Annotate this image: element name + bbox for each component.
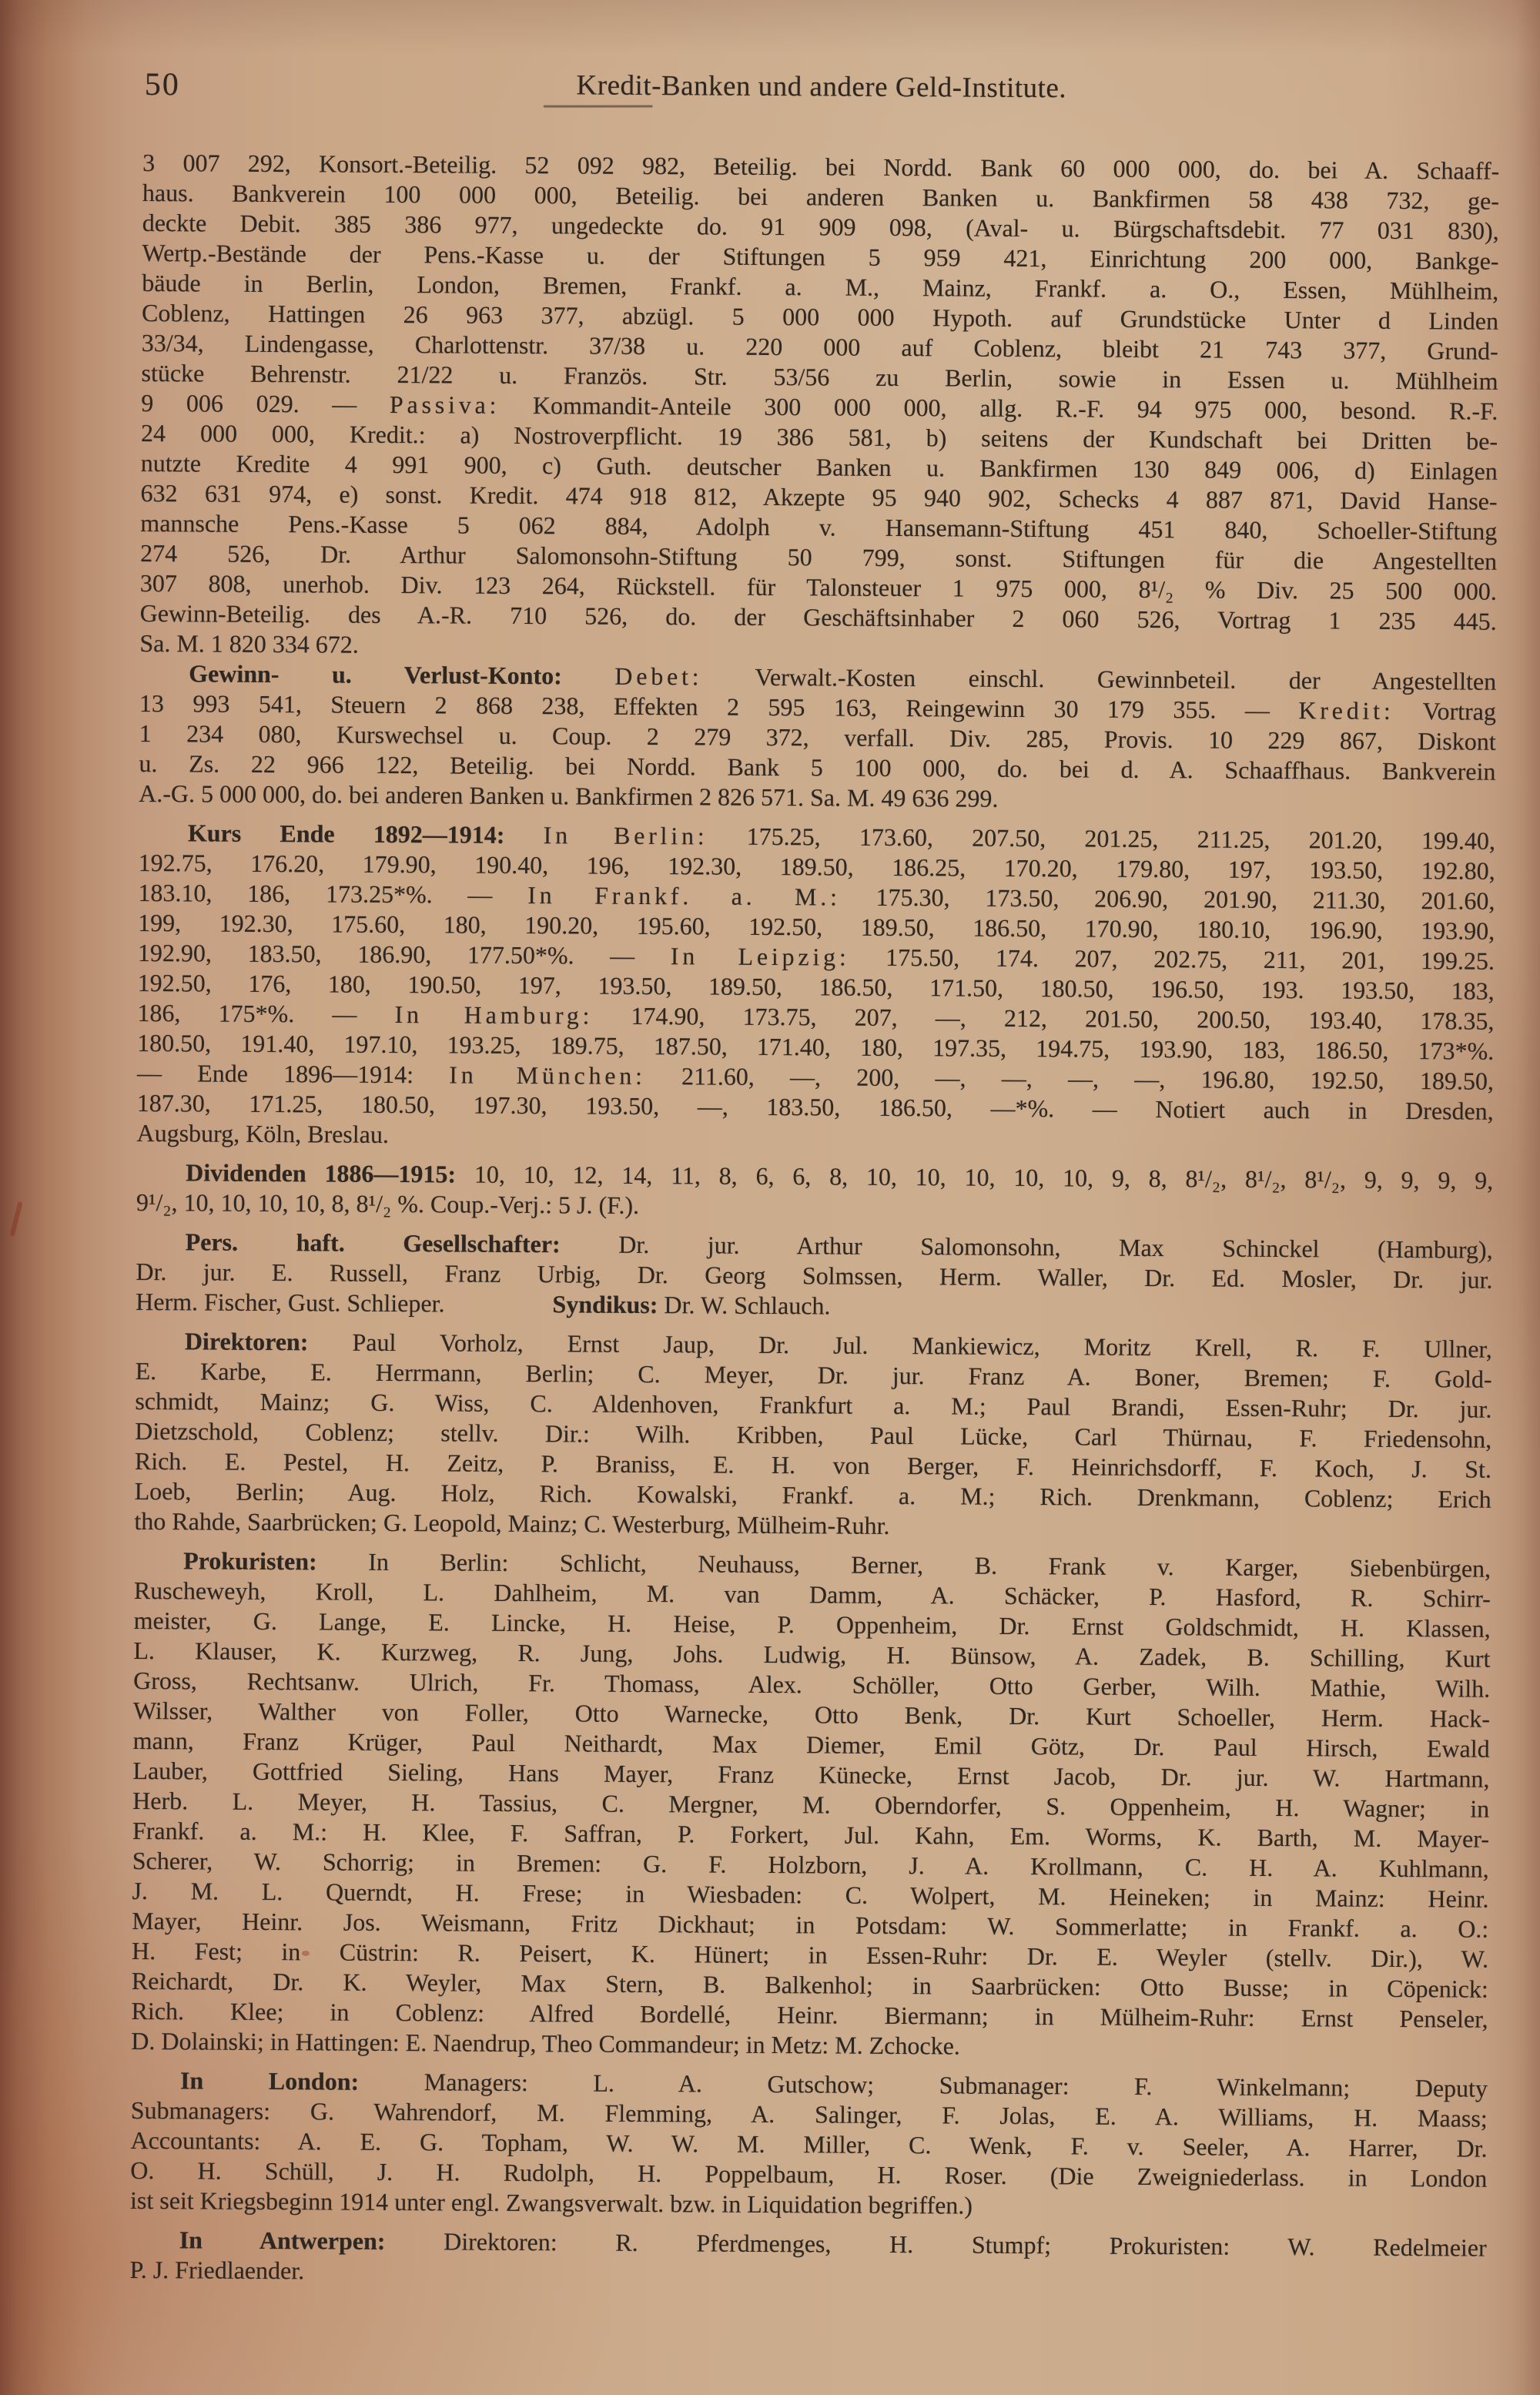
- spaced-run: Passiva:: [389, 390, 500, 419]
- text-run: Submanagers: G. Wahrendorf, M. Flemming, A. Salinger, F. Jolas, E. A. Williams, H. Maass;: [130, 2095, 1488, 2132]
- paragraph-bilanz-fortsetzung: [139, 148, 1499, 667]
- spaced-run: In Hamburg:: [394, 1000, 594, 1030]
- text-run: 632 631 974, e) sonst. Kredit. 474 918 812, Akzepte 95 940 902, Schecks 4 887 871, David Hanse-: [140, 478, 1498, 515]
- text-run: E. Karbe, E. Herrmann, Berlin; C. Meyer, Dr. jur. Franz A. Boner, Bremen; F. Gold-: [135, 1356, 1492, 1393]
- text-run: bäude in Berlin, London, Bremen, Frankf. a. M., Mainz, Frankf. a. O., Essen, Mühlheim,: [142, 268, 1499, 305]
- text-run: Gross, Rechtsanw. Ulrich, Fr. Thomass, Alex. Schöller, Otto Gerber, Wilh. Mathie, Wilh.: [133, 1666, 1491, 1703]
- text-run: Loeb, Berlin; Aug. Holz, Rich. Kowalski, Frankf. a. M.; Rich. Drenkmann, Coblenz; Erich: [134, 1476, 1491, 1513]
- text-run: A.-G. 5 000 000, do. bei anderen Banken u. Bankfirmen 2 826 571. Sa. M. 49 636 299.: [139, 779, 999, 812]
- text-run: Accountants: A. E. G. Topham, W. W. M. Miller, C. Wenk, F. v. Seeler, A. Harrer, Dr.: [130, 2125, 1488, 2162]
- text-run: Scherer, W. Schorrig; in Bremen: G. F. Holzborn, J. A. Krollmann, C. H. A. Kuhlmann,: [132, 1846, 1489, 1883]
- column-gap: [444, 1311, 552, 1312]
- text-run: 192.90, 183.50, 186.90, 177.50*%. —: [137, 938, 671, 970]
- heading-run: Dividenden 1886—1915:: [186, 1158, 475, 1188]
- text-run: 274 526, Dr. Arthur Salomonsohn-Stiftung 50 799, sonst. Stiftungen für die Angestellten: [140, 538, 1498, 575]
- text-run: haus. Bankverein 100 000 000, Beteilig. bei anderen Banken u. Bankfirmen 58 438 732, ge-: [142, 178, 1500, 215]
- heading-run: Gewinn- u. Verlust-Konto:: [189, 659, 615, 690]
- text-run: 175.25, 173.60, 207.50, 201.25, 211.25, 201.20, 199.40,: [708, 822, 1496, 855]
- text-run: 199, 192.30, 175.60, 180, 190.20, 195.60, 192.50, 189.50, 186.50, 170.90, 180.10, 196.90, 193.90,: [138, 908, 1495, 945]
- text-run: Wertp.-Bestände der Pens.-Kasse u. der Stiftungen 5 959 421, Einrichtung 200 000, Bankge-: [142, 238, 1499, 275]
- text-run: 187.30, 171.25, 180.50, 197.30, 193.50, —, 183.50, 186.50, —*%. — Notiert auch in Dresden,: [136, 1088, 1494, 1125]
- text-run: Dr. jur. Arthur Salomonsohn, Max Schinckel (Hamburg),: [618, 1230, 1493, 1264]
- text-run: Herm. Fischer, Gust. Schlieper.: [136, 1287, 445, 1318]
- paragraph-antwerpen: [129, 2225, 1486, 2293]
- spaced-run: In München:: [449, 1060, 646, 1090]
- text-run: mannsche Pens.-Kasse 5 062 884, Adolph v. Hansemann-Stiftung 451 840, Schoeller-Stiftung: [140, 508, 1498, 545]
- text-run: 183.10, 186, 173.25*%. —: [138, 878, 528, 909]
- text-run: P. J. Friedlaender.: [129, 2255, 305, 2285]
- text-run: Ruscheweyh, Kroll, L. Dahlheim, M. van Damm, A. Schäcker, P. Hasford, R. Schirr-: [133, 1576, 1491, 1613]
- paragraph-dividenden: [136, 1157, 1493, 1226]
- text-run: J. M. L. Querndt, H. Frese; in Wiesbaden: C. Wolpert, M. Heineken; in Mainz: Heinr.: [132, 1876, 1489, 1913]
- text-run: O. H. Schüll, J. H. Rudolph, H. Poppelbaum, H. Roser. (Die Zweigniederlass. in London: [130, 2156, 1488, 2192]
- text-run: 33/34, Lindengasse, Charlottenstr. 37/38 u. 220 000 auf Coblenz, bleibt 21 743 377, Grund-: [141, 328, 1498, 365]
- text-run: Rich. E. Pestel, H. Zeitz, P. Braniss, E. H. von Berger, F. Heinrichsdorff, F. Koch, J. St.: [134, 1446, 1492, 1483]
- text-run: 211.60, —, 200, —, —, —, —, 196.80, 192.50, 189.50,: [645, 1062, 1495, 1095]
- spaced-run: Kredit:: [1298, 696, 1394, 725]
- text-run: 174.90, 173.75, 207, —, 212, 201.50, 200.50, 193.40, 178.35,: [593, 1001, 1495, 1035]
- text-run: Kommandit-Anteile 300 000 000, allg. R.-F. 94 975 000, besond. R.-F.: [500, 390, 1498, 425]
- text-run: ist seit Kriegsbeginn 1914 unter engl. Zwangsverwalt. bzw. in Liquidation begriffen.): [129, 2186, 973, 2219]
- text-run: 175.50, 174. 207, 202.75, 211, 201, 199.25.: [849, 943, 1495, 975]
- text-run: Coblenz, Hattingen 26 963 377, abzügl. 5 000 000 Hypoth. auf Grundstücke Unter d Linden: [141, 298, 1499, 335]
- text-run: 13 993 541, Steuern 2 868 238, Effekten 2 595 163, Reingewinn 30 179 355. —: [139, 688, 1299, 725]
- text-run: Reichardt, Dr. K. Weyler, Max Stern, B. Balkenhol; in Saarbrücken: Otto Busse; in Cöpenick:: [131, 1966, 1488, 2003]
- text-run: 9 006 029. —: [141, 388, 390, 418]
- paragraph-direktoren: [134, 1326, 1492, 1545]
- paragraph-gewinn-verlust-konto: [139, 658, 1496, 817]
- spaced-run: In Leipzig:: [670, 942, 850, 971]
- heading-run: Syndikus:: [552, 1290, 665, 1319]
- text-run: 180.50, 191.40, 197.10, 193.25, 189.75, 187.50, 171.40, 180, 197.35, 194.75, 193.90, 183, 186.50, 173*%.: [137, 1028, 1495, 1065]
- text-run: 307 808, unerhob. Div. 123 264, Rückstell. für Talonsteuer 1 975 000, 8¹/₂ % Div. 25 500 000.: [139, 568, 1497, 605]
- text-run: Mayer, Heinr. Jos. Weismann, Fritz Dickhaut; in Potsdam: W. Sommerlatte; in Frankf. a. O.:: [132, 1906, 1489, 1943]
- text-run: L. Klauser, K. Kurzweg, R. Jung, Johs. Ludwig, H. Bünsow, A. Zadek, B. Schilling, Kurt: [133, 1636, 1491, 1673]
- heading-run: In London:: [179, 2066, 424, 2096]
- text-run: stücke Behrenstr. 21/22 u. Französ. Str. 53/56 zu Berlin, sowie in Essen u. Mühlheim: [141, 358, 1498, 395]
- paragraph-london: [130, 2065, 1488, 2224]
- text-run: 3 007 292, Konsort.-Beteilig. 52 092 982, Beteilig. bei Nordd. Bank 60 000 000, do. bei A. Schaaff-: [142, 148, 1500, 185]
- paragraph-gesellschafter: [136, 1227, 1493, 1325]
- text-run: 1 234 080, Kurswechsel u. Coup. 2 279 372, verfall. Div. 285, Provis. 10 229 867, Diskont: [139, 718, 1496, 755]
- text-run: Dr. W. Schlauch.: [664, 1291, 831, 1320]
- text-run: Herb. L. Meyer, H. Tassius, C. Mergner, M. Oberndorfer, S. Oppenheim, H. Wagner; in: [132, 1786, 1490, 1823]
- text-run: Wilsser, Walther von Foller, Otto Warnecke, Otto Benk, Dr. Kurt Schoeller, Herm. Hack-: [132, 1696, 1491, 1733]
- text-run: Frankf. a. M.: H. Klee, F. Saffran, P. Forkert, Jul. Kahn, Em. Worms, K. Barth, M. Mayer-: [132, 1816, 1490, 1853]
- text-run: 9¹/₂, 10, 10, 10, 10, 8, 8¹/₂ %. Coup.-Verj.: 5 J. (F.).: [136, 1187, 640, 1219]
- spaced-run: Debet:: [614, 662, 703, 691]
- text-run: Managers: L. A. Gutschow; Submanager: F. Winkelmann; Deputy: [424, 2068, 1488, 2102]
- page-content: [129, 66, 1500, 2293]
- spaced-run: In Frankf. a. M.:: [527, 881, 841, 911]
- text-run: nutzte Kredite 4 991 900, c) Guth. deutscher Banken u. Bankfirmen 130 849 006, d) Einlagen: [140, 448, 1498, 485]
- text-run: Dr. jur. E. Russell, Franz Urbig, Dr. Georg Solmssen, Herm. Waller, Dr. Ed. Mosler, Dr. jur.: [136, 1257, 1493, 1294]
- text-run: Rich. Klee; in Coblenz: Alfred Bordellé, Heinr. Biermann; in Mülheim-Ruhr: Ernst Penseler,: [131, 1996, 1488, 2033]
- heading-run: In Antwerpen:: [179, 2226, 444, 2256]
- spaced-run: In Berlin:: [543, 821, 708, 850]
- text-run: In Berlin: Schlicht, Neuhauss, Berner, B. Frank v. Karger, Siebenbürgen,: [368, 1547, 1491, 1583]
- text-run: 24 000 000, Kredit.: a) Nostroverpflicht. 19 386 581, b) seitens der Kundschaft bei Dritten be-: [140, 418, 1498, 455]
- text-run: 10, 10, 12, 14, 11, 8, 6, 6, 8, 10, 10, 10, 10, 10, 9, 8, 8¹/₂, 8¹/₂, 8¹/₂, 9, 9, 9, 9,: [474, 1160, 1494, 1194]
- text-run: 192.75, 176.20, 179.90, 190.40, 196, 192.30, 189.50, 186.25, 170.20, 179.80, 197, 193.50, 192.80,: [138, 848, 1495, 885]
- text-run: Direktoren: R. Pferdmenges, H. Stumpf; Prokuristen: W. Redelmeier: [444, 2227, 1487, 2262]
- scan-stain: [10, 1201, 23, 1237]
- text-run: mann, Franz Krüger, Paul Neithardt, Max Diemer, Emil Götz, Dr. Paul Hirsch, Ewald: [132, 1726, 1490, 1763]
- heading-run: Prokuristen:: [183, 1546, 369, 1576]
- text-run: Lauber, Gottfried Sieling, Hans Mayer, Franz Künecke, Ernst Jacob, Dr. jur. W. Hartmann,: [132, 1756, 1490, 1793]
- text-run: 175.30, 173.50, 206.90, 201.90, 211.30, 201.60,: [840, 883, 1495, 915]
- text-run: meister, G. Lange, E. Lincke, H. Heise, P. Oppenheim, Dr. Ernst Goldschmidt, H. Klassen,: [133, 1606, 1491, 1643]
- paragraph-prokuristen: [131, 1546, 1491, 2065]
- text-run: Paul Vorholz, Ernst Jaup, Dr. Jul. Mankiewicz, Moritz Krell, R. F. Ullner,: [352, 1328, 1492, 1363]
- text-run: Sa. M. 1 820 334 672.: [139, 628, 359, 658]
- page-number: 50: [144, 67, 180, 103]
- paragraph-kurs: [136, 818, 1495, 1157]
- text-run: — Ende 1896—1914:: [136, 1058, 450, 1089]
- text-run: Dietzschold, Coblenz; stellv. Dir.: Wilh. Kribben, Paul Lücke, Carl Thürnau, F. Friedensohn,: [135, 1416, 1492, 1453]
- text-run: Vortrag: [1394, 696, 1497, 725]
- heading-run: Pers. haft. Gesellschafter:: [185, 1228, 619, 1258]
- text-run: 186, 175*%. —: [137, 998, 395, 1029]
- text-run: 192.50, 176, 180, 190.50, 197, 193.50, 189.50, 186.50, 171.50, 180.50, 196.50, 193. 193.50, 183,: [137, 968, 1495, 1005]
- heading-run: Kurs Ende 1892—1914:: [187, 819, 544, 849]
- running-title: Kredit-Banken und andere Geld-Institute.: [576, 69, 1067, 105]
- text-run: H. Fest; in Cüstrin: R. Peisert, K. Hünert; in Essen-Ruhr: Dr. E. Weyler (stellv. Dir.), W.: [131, 1936, 1489, 1973]
- text-run: D. Dolainski; in Hattingen: E. Naendrup, Theo Commandeur; in Metz: M. Zchocke.: [131, 2026, 960, 2060]
- text-run: deckte Debit. 385 386 977, ungedeckte do. 91 909 098, (Aval- u. Bürgschaftsdebit. 77 031 830),: [142, 208, 1499, 245]
- text-run: Augsburg, Köln, Breslau.: [136, 1118, 390, 1148]
- text-block: [129, 148, 1499, 2293]
- text-run: Gewinn-Beteilig. des A.-R. 710 526, do. der Geschäftsinhaber 2 060 526, Vortrag 1 235 445.: [139, 598, 1497, 635]
- text-run: Verwalt.-Kosten einschl. Gewinnbeteil. der Angestellten: [702, 662, 1497, 695]
- page-header: [143, 66, 1500, 116]
- text-run: u. Zs. 22 966 122, Beteilig. bei Nordd. Bank 5 100 000, do. bei d. A. Schaaffhaus. Bankverein: [139, 749, 1496, 785]
- underline-mark: [544, 106, 653, 108]
- text-run: tho Rahde, Saarbrücken; G. Leopold, Mainz; C. Westerburg, Mülheim-Ruhr.: [134, 1506, 890, 1539]
- heading-run: Direktoren:: [184, 1327, 353, 1356]
- text-run: schmidt, Mainz; G. Wiss, C. Aldenhoven, Frankfurt a. M.; Paul Brandi, Essen-Ruhr; Dr. jur.: [135, 1386, 1492, 1423]
